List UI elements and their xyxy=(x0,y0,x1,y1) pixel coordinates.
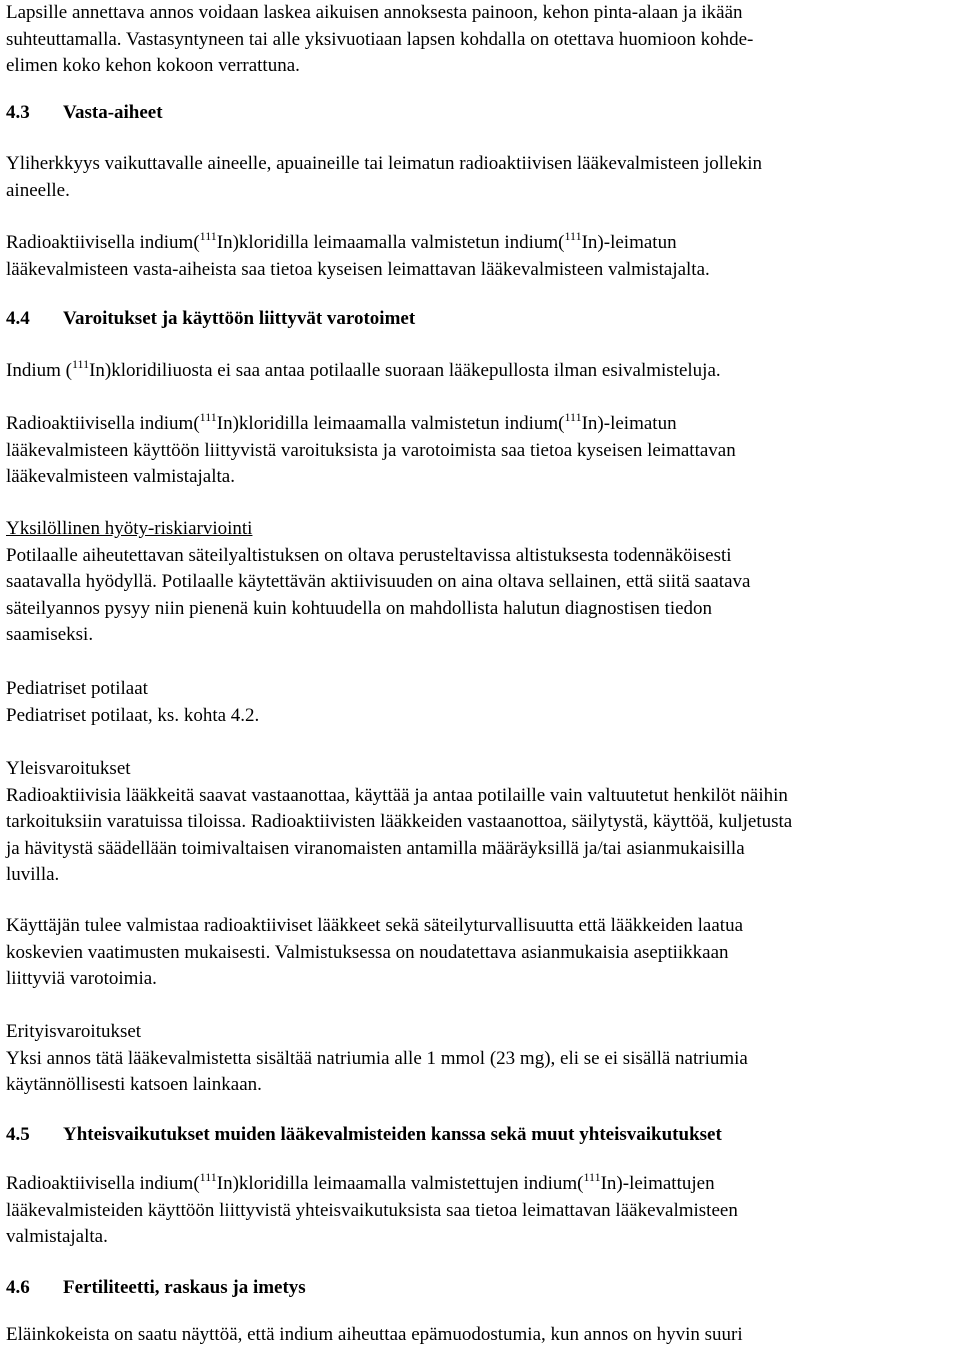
paragraph-pediatric xyxy=(6,676,954,729)
isotope-superscript: 111 xyxy=(199,229,217,243)
paragraph-contraindications xyxy=(6,151,954,204)
text-run: Indium ( xyxy=(6,360,72,381)
text-line: saamiseksi. xyxy=(6,624,94,645)
text-line: Yksi annos tätä lääkevalmistetta sisältää natriumia alle 1 mmol (23 mg), eli se ei sisällä natriumia xyxy=(6,1047,748,1069)
text-run: In)kloridiliuosta ei saa antaa potilaalle suoraan lääkepullosta ilman esivalmisteluja. xyxy=(89,360,721,381)
isotope-superscript: 111 xyxy=(199,410,217,424)
section-number: 4.5 xyxy=(6,1124,30,1145)
section-heading-4-3 xyxy=(6,100,954,127)
text-line: ja hävitystä säädellään toimivaltaisen viranomaisten antamilla määräyksillä ja/tai asianmukaisilla xyxy=(6,837,745,859)
paragraph-pediatric-dose xyxy=(6,0,954,80)
paragraph-general-warnings xyxy=(6,756,954,889)
subheading-pediatric: Pediatriset potilaat xyxy=(6,678,148,699)
text-line: Eläinkokeista on saatu näyttöä, että indium aiheuttaa epämuodostumia, kun annos on hyvin suuri xyxy=(6,1324,743,1345)
subheading-general-warnings: Yleisvaroitukset xyxy=(6,758,131,779)
text-line: Pediatriset potilaat, ks. kohta 4.2. xyxy=(6,704,260,726)
text-line: saatavalla hyödyllä. Potilaalle käytettävän aktiivisuuden on aina oltava sellainen, että siitä saatava xyxy=(6,571,751,592)
isotope-superscript: 111 xyxy=(564,410,582,424)
text-line: Radioaktiivisia lääkkeitä saavat vastaanottaa, käyttää ja antaa potilaille vain valtuutetut henkilöt näihin xyxy=(6,784,788,806)
text-run: In)kloridilla leimaamalla valmistetun indium( xyxy=(216,413,565,434)
paragraph-risk-assessment xyxy=(6,516,954,649)
text-line: Yliherkkyys vaikuttavalle aineelle, apuaineille tai leimatun radioaktiivisen lääkevalmisteen jollekin xyxy=(6,153,763,174)
text-line: käytännöllisesti katsoen lainkaan. xyxy=(6,1074,262,1095)
text-run: In)-leimattujen xyxy=(600,1173,715,1194)
section-title: Yhteisvaikutukset muiden lääkevalmisteiden kanssa sekä muut yhteisvaikutukset xyxy=(63,1124,722,1145)
text-line xyxy=(6,1171,954,1198)
section-heading-4-4 xyxy=(6,306,954,333)
isotope-superscript: 111 xyxy=(199,1170,217,1184)
subheading-risk-assessment: Yksilöllinen hyöty-riskiarviointi xyxy=(6,518,253,539)
section-number: 4.3 xyxy=(6,102,30,123)
subheading-special-warnings: Erityisvaroitukset xyxy=(6,1021,142,1042)
text-line: luvilla. xyxy=(6,864,60,885)
text-run: In)kloridilla leimaamalla valmistetun indium( xyxy=(216,232,565,253)
text-run: In)-leimatun xyxy=(581,232,677,253)
text-line: lääkevalmisteen vasta-aiheista saa tietoa kyseisen leimattavan lääkevalmisteen valmistajalta. xyxy=(6,258,710,280)
text-line: lääkevalmisteen valmistajalta. xyxy=(6,466,235,487)
text-line: suhteuttamalla. Vastasyntyneen tai alle yksivuotiaan lapsen kohdalla on otettava huomioon kohde- xyxy=(6,28,754,50)
paragraph-contraindications-labelled xyxy=(6,230,954,283)
text-run: Radioaktiivisella indium( xyxy=(6,413,200,434)
paragraph-warnings-labelled xyxy=(6,411,954,491)
text-line: liittyviä varotoimia. xyxy=(6,968,157,989)
isotope-superscript: 111 xyxy=(71,357,90,371)
paragraph-special-warnings xyxy=(6,1019,954,1099)
isotope-superscript: 111 xyxy=(564,229,582,243)
text-line: aineelle. xyxy=(6,179,70,201)
text-line: koskevien vaatimusten mukaisesti. Valmistuksessa on noudatettava asianmukaisia aseptiikkaan xyxy=(6,941,729,963)
section-number: 4.6 xyxy=(6,1277,30,1298)
text-line: lääkevalmisteiden käyttöön liittyvistä yhteisvaikutuksista saa tietoa leimattavan lääkevalmisteen xyxy=(6,1199,738,1221)
text-run: Radioaktiivisella indium( xyxy=(6,232,200,253)
section-title: Fertiliteetti, raskaus ja imetys xyxy=(63,1277,306,1298)
text-line: elimen koko kehon kokoon verrattuna. xyxy=(6,55,300,76)
text-line xyxy=(6,358,954,385)
section-number: 4.4 xyxy=(6,308,30,329)
text-line: Käyttäjän tulee valmistaa radioaktiiviset lääkkeet sekä säteilyturvallisuutta että lääkkeiden laatua xyxy=(6,915,744,936)
text-run: In)-leimatun xyxy=(581,413,677,434)
text-line: tarkoituksiin varatuissa tiloissa. Radioaktiivisten lääkkeiden vastaanottoa, säilytystä, käyttöä, kuljetusta xyxy=(6,811,793,832)
text-run: Radioaktiivisella indium( xyxy=(6,1173,200,1194)
text-line: valmistajalta. xyxy=(6,1226,108,1247)
paragraph-fertility xyxy=(6,1322,954,1349)
text-line: lääkevalmisteen käyttöön liittyvistä varoituksista ja varotoimista saa tietoa kyseisen leimattavan xyxy=(6,439,736,461)
section-title: Varoitukset ja käyttöön liittyvät varotoimet xyxy=(63,308,416,329)
text-line xyxy=(6,411,954,438)
isotope-superscript: 111 xyxy=(583,1170,601,1184)
text-line: säteilyannos pysyy niin pienenä kuin kohtuudella on mahdollista halutun diagnostisen tiedon xyxy=(6,597,713,619)
text-line xyxy=(6,230,954,257)
section-title: Vasta-aiheet xyxy=(63,102,163,123)
paragraph-indium-solution xyxy=(6,358,954,385)
section-heading-4-5 xyxy=(6,1122,954,1149)
text-line: Potilaalle aiheutettavan säteilyaltistuksen on oltava perusteltavissa altistuksesta todennäköisesti xyxy=(6,544,732,566)
text-run: In)kloridilla leimaamalla valmistettujen indium( xyxy=(216,1173,584,1194)
paragraph-preparation xyxy=(6,913,954,993)
paragraph-interactions xyxy=(6,1171,954,1251)
section-heading-4-6 xyxy=(6,1275,954,1302)
text-line: Lapsille annettava annos voidaan laskea aikuisen annoksesta painoon, kehon pinta-alaan ja ikään xyxy=(6,2,743,23)
